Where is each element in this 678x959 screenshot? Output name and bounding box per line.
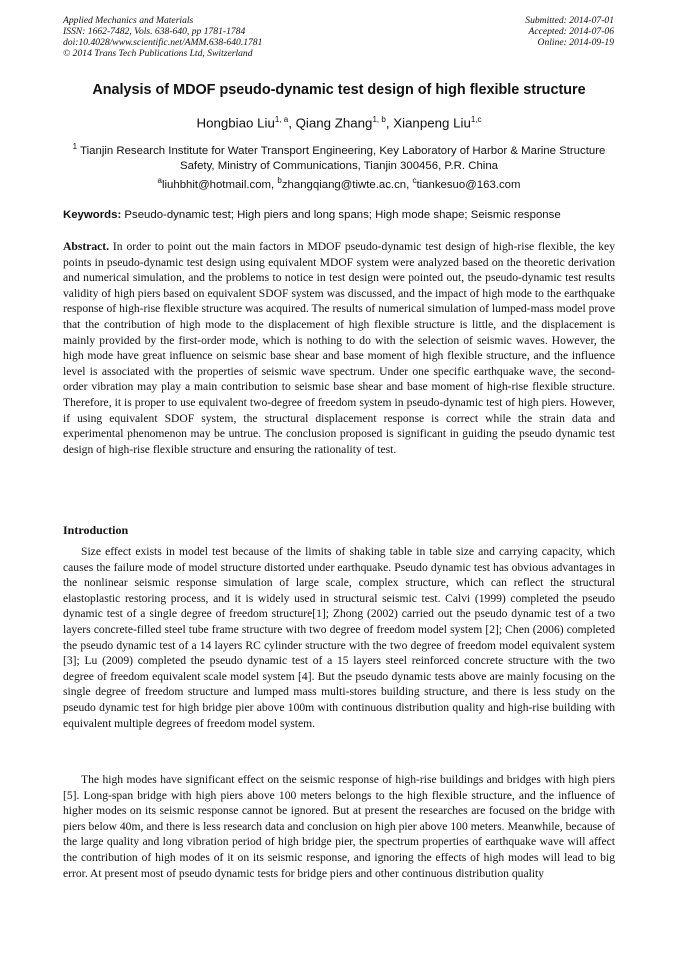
email-address[interactable]: zhangqiang@tiwte.ac.cn: [281, 178, 407, 191]
online-date: Online: 2014-09-19: [537, 37, 614, 48]
doi-link[interactable]: doi:10.4028/www.scientific.net/AMM.638-640.1781: [63, 37, 263, 48]
email-mark: c: [412, 176, 417, 185]
author-affil-mark: 1, b: [372, 115, 386, 124]
submitted-date: Submitted: 2014-07-01: [525, 15, 614, 26]
intro-paragraph: Size effect exists in model test because of the limits of shaking table in table size and carrying capacity, which causes the failure mode of model structure distorted under earthquake. Pseudo dynamic test has obvious advantages in the nonlinear seismic response simulation of large scale, complex structure, which can reflect the structural elastoplastic restoring process, and it is widely used in structural seismic test. Calvi (1999) completed the pseudo dynamic test of a single degree of freedom structure[1]; Zhong (2002) carried out the pseudo dynamic test of a two layers concrete-filled steel tube frame structure with two degree of freedom model system [2]; Chen (2006) completed the pseudo dynamic test of a 14 layers RC cylinder structure with the two degree of freedom model equivalent system [3]; Lu (2009) completed the pseudo dynamic test of a 15 layers steel reinforced concrete structure with the two degree of freedom equivalent scale model system [4]. But the pseudo dynamic tests above are mainly focusing on the single degree of freedom structure and lumped mass multi-stores building structure, and there is less study on the pseudo dynamic test for high bridge pier above 100m with continuous distribution quality and high-rise building with equivalent multiple degrees of freedom model system.: [63, 545, 615, 730]
copyright-line: © 2014 Trans Tech Publications Ltd, Switzerland: [63, 48, 253, 59]
paper-title: Analysis of MDOF pseudo-dynamic test design of high flexible structure: [92, 82, 586, 98]
journal-header: [63, 15, 262, 59]
journal-name: Applied Mechanics and Materials: [63, 15, 194, 26]
section-heading-introduction: Introduction: [63, 523, 129, 537]
issn-line: ISSN: 1662-7482, Vols. 638-640, pp 1781-1784: [63, 26, 246, 37]
intro-paragraph: The high modes have significant effect on the seismic response of high-rise buildings and bridges with high piers [5]. Long-span bridge with high piers above 100 meters belongs to the high flexible structure, and the influence of higher modes on its seismic response cannot be ignored. But at present the researches are focused on the bridge with piers below 40m, and there is less research data and conclusion on high pier above 100 meters. Meanwhile, because of the large quality and long vibration period of high bridge pier, the spectrum properties of earthquake wave will affect the contribution of high modes of it on its seismic response, and ignoring the effects of high modes will lead to big error. At present most of pseudo dynamic tests for bridge piers and other continuous distribution quality: [63, 773, 615, 880]
author-list: Hongbiao Liu$^{1, a}$, Qiang Zhang$^{1, b}$, Xianpeng Liu$^{1,c}$: [196, 115, 482, 131]
keywords-label: Keywords:: [63, 209, 122, 221]
accepted-date: Accepted: 2014-07-06: [528, 26, 614, 37]
dates-header: [525, 15, 614, 48]
keywords: [63, 209, 623, 221]
email-address[interactable]: liuhbhit@hotmail.com: [161, 178, 272, 191]
abstract-text: In order to point out the main factors in MDOF pseudo-dynamic test design of high-rise flexible, the key points in pseudo-dynamic test design using equivalent MDOF system were analyzed based on the theoretic derivation and numerical simulation, and the problems to notice in test design were pointed out, the pseudo-dynamic test results validity of high piers based on equivalent SDOF system was discussed, and the impact of high mode to the earthquake response of high-rise flexible structure was acquired. The results of numerical simulation of lumped-mass model prove that the contribution of high mode to the displacement of high flexible structure is little, and the displacement is mainly provided by the first-order mode, which is nothing to do with the selection of seismic waves. However, the high mode have great influence on seismic base shear and base moment of high flexible structure, and the influence level is associated with the properties of seismic wave spectrum. Under one specific earthquake wave, the second-order vibration may play a main contribution to seismic base shear and base moment of high-rise flexible structure. Therefore, it is proper to use equivalent two-degree of freedom system in pseudo-dynamic test of high piers. However, if using equivalent SDOF system, the structural displacement response is correct while the strain data and experimental phenomenon may be untrue. The conclusion proposed is significant in guiding the pseudo dynamic test design of high-rise flexible structure and ensuring the rationality of test.: [63, 240, 615, 456]
keywords-text: Pseudo-dynamic test; High piers and long spans; High mode shape; Seismic response: [124, 209, 561, 221]
email-address[interactable]: tiankesuo@163.com: [416, 178, 521, 191]
author-name: Qiang Zhang: [295, 115, 373, 131]
author-affil-mark: 1,c: [470, 115, 482, 124]
abstract-label: Abstract.: [63, 240, 110, 253]
abstract: [63, 239, 615, 457]
email-mark: a: [157, 176, 162, 185]
affiliation: [60, 139, 618, 175]
affiliation-text: Tianjin Research Institute for Water Transport Engineering, Key Laboratory of Harbor & Marine Structure Safety, Ministry of Communications, Tianjin 300456, P.R. China: [80, 144, 606, 173]
email-mark: b: [277, 176, 282, 185]
author-affil-mark: 1, a: [274, 115, 289, 124]
author-name: Xianpeng Liu: [393, 115, 471, 131]
affiliation-mark: 1: [72, 142, 78, 151]
email-list: $^a$liuhbhit@hotmail.com, $^b$zhangqiang@tiwte.ac.cn, $^c$tiankesuo@163.com: [157, 176, 521, 191]
author-name: Hongbiao Liu: [196, 115, 275, 131]
